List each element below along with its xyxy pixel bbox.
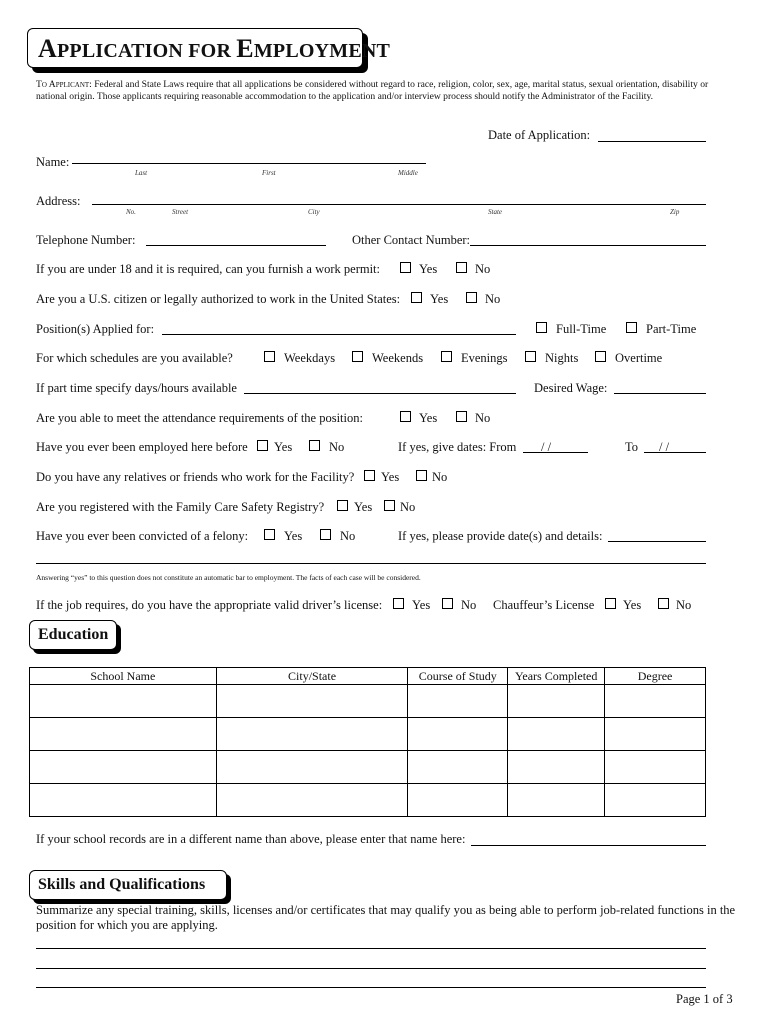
evenings-checkbox[interactable]: [441, 351, 452, 362]
relatives-label: Do you have any relatives or friends who work for the Facility?: [36, 470, 355, 484]
skills-line-2[interactable]: [36, 968, 706, 969]
part-time-checkbox[interactable]: [626, 322, 637, 333]
table-cell[interactable]: [216, 751, 408, 784]
full-time-checkbox[interactable]: [536, 322, 547, 333]
education-table-header: [30, 668, 706, 685]
felony-no-label: No: [340, 529, 356, 543]
part-time-hours-field[interactable]: [244, 393, 516, 394]
registry-yes-label: Yes: [354, 500, 373, 514]
skills-heading: Skills and Qualifications: [38, 876, 206, 893]
date-of-application-field[interactable]: [598, 141, 706, 142]
weekends-checkbox[interactable]: [352, 351, 363, 362]
overtime-label: Overtime: [615, 351, 663, 365]
full-time-label: Full-Time: [556, 322, 607, 336]
address-field[interactable]: [92, 204, 706, 205]
work-permit-no-label: No: [475, 262, 491, 276]
work-permit-no-checkbox[interactable]: [456, 262, 467, 273]
attendance-yes-checkbox[interactable]: [400, 411, 411, 422]
table-cell[interactable]: [216, 784, 408, 817]
employed-before-label: Have you ever been employed here before: [36, 440, 248, 454]
felony-details-label: If yes, please provide date(s) and details:: [398, 529, 603, 543]
desired-wage-field[interactable]: [614, 393, 706, 394]
chauffeur-yes-label: Yes: [623, 598, 642, 612]
citizen-yes-checkbox[interactable]: [411, 292, 422, 303]
other-contact-field[interactable]: [470, 245, 706, 246]
citizen-no-checkbox[interactable]: [466, 292, 477, 303]
table-row: [30, 751, 706, 784]
table-cell[interactable]: [508, 751, 605, 784]
table-cell[interactable]: [216, 718, 408, 751]
table-cell[interactable]: [216, 685, 408, 718]
date-of-application-label: Date of Application:: [488, 128, 591, 142]
column-city-state: City/State: [216, 668, 408, 685]
relatives-no-checkbox[interactable]: [416, 470, 427, 481]
attendance-yes-label: Yes: [419, 411, 438, 425]
attendance-no-checkbox[interactable]: [456, 411, 467, 422]
skills-line-1[interactable]: [36, 948, 706, 949]
felony-no-checkbox[interactable]: [320, 529, 331, 540]
nights-checkbox[interactable]: [525, 351, 536, 362]
employed-before-no-label: No: [329, 440, 345, 454]
name-middle-caption: Middle: [398, 169, 418, 177]
table-row: [30, 718, 706, 751]
dates-to-label: To: [625, 440, 639, 454]
table-cell[interactable]: [605, 718, 706, 751]
desired-wage-label: Desired Wage:: [534, 381, 608, 395]
felony-yes-label: Yes: [284, 529, 303, 543]
telephone-label: Telephone Number:: [36, 233, 136, 247]
work-permit-yes-checkbox[interactable]: [400, 262, 411, 273]
employed-before-yes-label: Yes: [274, 440, 293, 454]
dates-to-field[interactable]: [644, 452, 706, 453]
name-first-caption: First: [262, 169, 276, 177]
chauffeur-yes-checkbox[interactable]: [605, 598, 616, 609]
relatives-yes-checkbox[interactable]: [364, 470, 375, 481]
form-title-box: [27, 28, 391, 68]
table-cell[interactable]: [408, 784, 508, 817]
address-street-caption: Street: [172, 208, 189, 216]
table-cell[interactable]: [30, 784, 217, 817]
address-label: Address:: [36, 194, 81, 208]
overtime-checkbox[interactable]: [595, 351, 606, 362]
weekends-label: Weekends: [372, 351, 424, 365]
chauffeur-no-checkbox[interactable]: [658, 598, 669, 609]
relatives-no-label: No: [432, 470, 448, 484]
citizen-yes-label: Yes: [430, 292, 449, 306]
column-course-of-study: Course of Study: [408, 668, 508, 685]
column-degree: Degree: [605, 668, 706, 685]
chauffeur-license-label: Chauffeur’s License: [493, 598, 595, 612]
felony-details-field[interactable]: [608, 541, 706, 542]
applicant-notice: To Applicant: Federal and State Laws require that all applications be considered without regard to race, religion, color, sex, age, marital status, sexual orientation, disability or national origin. Those applicants requiring reasonable accommodation to the application and/or interview process should notify the Administrator of the Facility.: [36, 79, 709, 102]
citizen-no-label: No: [485, 292, 501, 306]
chauffeur-no-label: No: [676, 598, 692, 612]
table-row: [30, 685, 706, 718]
attendance-label: Are you able to meet the attendance requirements of the position:: [36, 411, 363, 425]
column-years-completed: Years Completed: [508, 668, 605, 685]
drivers-license-no-checkbox[interactable]: [442, 598, 453, 609]
education-heading: Education: [38, 626, 109, 643]
table-cell[interactable]: [408, 718, 508, 751]
table-cell[interactable]: [408, 685, 508, 718]
schedules-label: For which schedules are you available?: [36, 351, 233, 365]
different-name-field[interactable]: [471, 845, 706, 846]
address-city-caption: City: [308, 208, 320, 216]
attendance-no-label: No: [475, 411, 491, 425]
name-last-caption: Last: [135, 169, 148, 177]
education-heading-box: [29, 620, 117, 650]
table-cell[interactable]: [30, 751, 217, 784]
education-table: [29, 667, 706, 817]
work-permit-label: If you are under 18 and it is required, can you furnish a work permit:: [36, 262, 380, 276]
table-cell[interactable]: [508, 784, 605, 817]
drivers-license-label: If the job requires, do you have the appropriate valid driver’s license:: [36, 598, 383, 612]
registry-no-checkbox[interactable]: [384, 500, 395, 511]
felony-details-field-line2[interactable]: [36, 563, 706, 564]
nights-label: Nights: [545, 351, 579, 365]
telephone-field[interactable]: [146, 245, 326, 246]
address-state-caption: State: [488, 208, 502, 216]
skills-heading-box: [29, 870, 227, 900]
citizen-label: Are you a U.S. citizen or legally authorized to work in the United States:: [36, 292, 401, 306]
part-time-label: Part-Time: [646, 322, 697, 336]
drivers-license-yes-checkbox[interactable]: [393, 598, 404, 609]
evenings-label: Evenings: [461, 351, 508, 365]
skills-prompt: Summarize any special training, skills, licenses and/or certificates that may qualify you as being able to perform job-related functions in the position for which you are applying.: [36, 903, 736, 932]
dates-to-slashes: / /: [659, 440, 670, 454]
weekdays-checkbox[interactable]: [264, 351, 275, 362]
address-no-caption: No.: [126, 208, 136, 216]
employed-before-no-checkbox[interactable]: [309, 440, 320, 451]
registry-no-label: No: [400, 500, 416, 514]
table-cell[interactable]: [508, 685, 605, 718]
name-field[interactable]: [72, 163, 426, 164]
table-cell[interactable]: [408, 751, 508, 784]
positions-field[interactable]: [162, 334, 516, 335]
weekdays-label: Weekdays: [284, 351, 336, 365]
table-cell[interactable]: [605, 685, 706, 718]
page-number: Page 1 of 3: [676, 992, 733, 1006]
name-label: Name:: [36, 155, 70, 169]
dates-from-slashes: / /: [541, 440, 552, 454]
felony-yes-checkbox[interactable]: [264, 529, 275, 540]
skills-line-3[interactable]: [36, 987, 706, 988]
table-cell[interactable]: [605, 751, 706, 784]
column-school-name: School Name: [30, 668, 217, 685]
felony-label: Have you ever been convicted of a felony:: [36, 529, 249, 543]
different-name-label: If your school records are in a different name than above, please enter that name here:: [36, 832, 466, 846]
part-time-hours-label: If part time specify days/hours available: [36, 381, 237, 395]
drivers-license-no-label: No: [461, 598, 477, 612]
relatives-yes-label: Yes: [381, 470, 400, 484]
table-row: [30, 784, 706, 817]
dates-from-field[interactable]: [523, 452, 588, 453]
positions-label: Position(s) Applied for:: [36, 322, 155, 336]
registry-label: Are you registered with the Family Care Safety Registry?: [36, 500, 325, 514]
form-title: APPLICATION FOR EMPLOYMENT: [38, 34, 391, 63]
work-permit-yes-label: Yes: [419, 262, 438, 276]
employed-before-yes-checkbox[interactable]: [257, 440, 268, 451]
registry-yes-checkbox[interactable]: [337, 500, 348, 511]
give-dates-label: If yes, give dates: From: [398, 440, 517, 454]
table-cell[interactable]: [508, 718, 605, 751]
drivers-license-yes-label: Yes: [412, 598, 431, 612]
table-cell[interactable]: [605, 784, 706, 817]
address-zip-caption: Zip: [670, 208, 680, 216]
felony-note: Answering “yes” to this question does not constitute an automatic bar to employment. The facts of each case will be considered.: [36, 573, 421, 582]
table-cell[interactable]: [30, 685, 217, 718]
table-cell[interactable]: [30, 718, 217, 751]
other-contact-label: Other Contact Number:: [352, 233, 471, 247]
